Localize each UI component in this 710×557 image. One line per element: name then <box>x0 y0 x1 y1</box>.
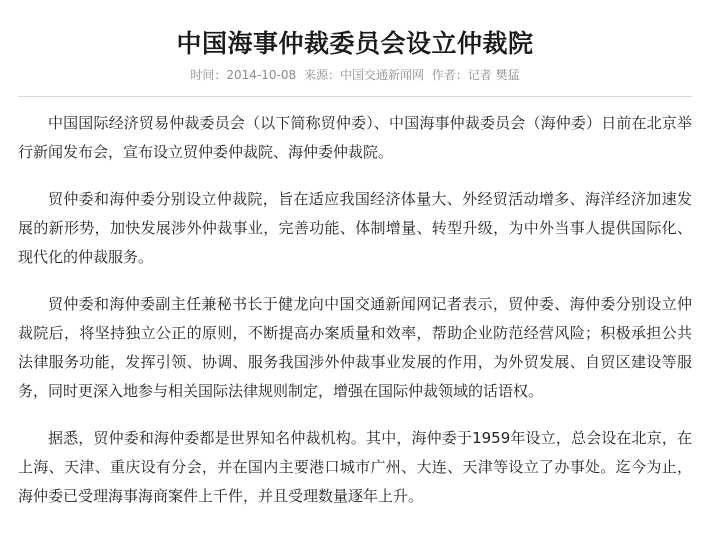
article-source: 来源：中国交通新闻网 <box>303 68 424 82</box>
paragraph-3: 贸仲委和海仲委副主任兼秘书长于健龙向中国交通新闻网记者表示，贸仲委、海仲委分别设立仲裁院后，将坚持独立公正的原则，不断提高办案质量和效率，帮助企业防范经营风险；积极承担公共法律服务功能，发挥引领、协调、服务我国涉外仲裁事业发展的作用，为外贸发展、自贸区建设等服务，同时更深入地参与相关国际法律规则制定，增强在国际仲裁领域的话语权。 <box>18 295 692 400</box>
paragraph-2: 贸仲委和海仲委分别设立仲裁院，旨在适应我国经济体量大、外经贸活动增多、海洋经济加速发展的新形势，加快发展涉外仲裁事业，完善功能、体制增量、转型升级，为中外当事人提供国际化、现代化的仲裁服务。 <box>18 190 692 266</box>
paragraph-4: 据悉，贸仲委和海仲委都是世界知名仲裁机构。其中，海仲委于1959年设立，总会设在北京，在上海、天津、重庆设有分会，并在国内主要港口城市广州、大连、天津等设立了办事处。迄今为止，海仲委已受理海事海商案件上千件，并且受理数量逐年上升。 <box>18 429 692 505</box>
publish-time: 时间：2014-10-08 <box>190 68 297 82</box>
article-meta <box>18 66 692 84</box>
article-title: 中国海事仲裁委员会设立仲裁院 <box>176 29 534 58</box>
title-divider <box>18 96 692 97</box>
article-body <box>18 109 692 511</box>
article-author: 作者：记者 樊猛 <box>431 68 520 82</box>
paragraph-1: 中国国际经济贸易仲裁委员会（以下简称贸仲委）、中国海事仲裁委员会（海仲委）日前在北京举行新闻发布会，宣布设立贸仲委仲裁院、海仲委仲裁院。 <box>18 114 692 161</box>
